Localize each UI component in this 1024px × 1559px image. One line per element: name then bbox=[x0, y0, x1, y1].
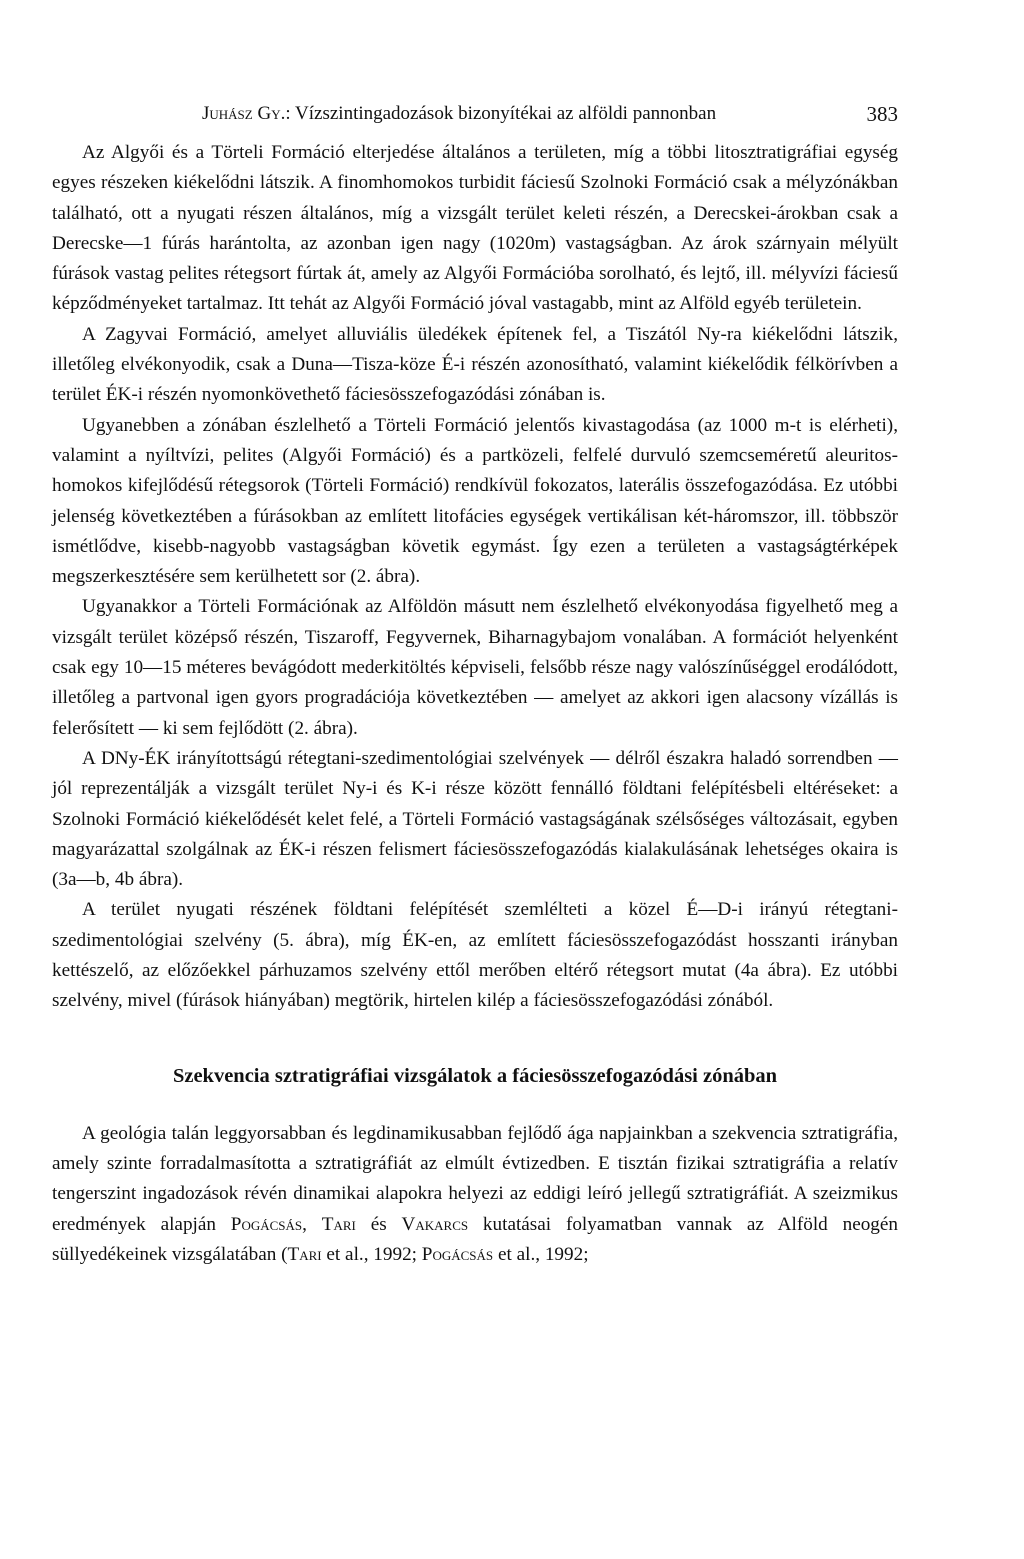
paragraph-4: Ugyanakkor a Törteli Formációnak az Alföldön másutt nem észlelhető elvékonyodása figyelhető meg a vizsgált terület középső részén, Tiszaroff, Fegyvernek, Biharnagybajom vonalában. A formációt helyenként csak egy 10—15 méteres bevágódott mederkitöltés képviseli, felsőbb része nagy valószínűséggel erodálódott, illetőleg a partvonal igen gyors progradációja következtében — amelyet az akkori igen alacsony vízállás is felerősített — ki sem fejlődött (2. ábra). bbox=[52, 596, 898, 739]
paragraph-3: Ugyanebben a zónában észlelhető a Törteli Formáció jelentős kivastagodása (az 1000 m-t is elérheti), valamint a nyíltvízi, pelites (Algyői Formáció) és a partközeli, felfelé durvuló szemcseméretű aleuritos-homokos kifejlődésű rétegsorok (Törteli Formáció) rendkívül fokozatos, laterális összefogazódása. Ez utóbbi jelenség következtében a fúrásokban az említett litofácies egységek vertikálisan két-háromszor, ill. többször ismétlődve, kisebb-nagyobb vastagságban követik egymást. Így ezen a területen a vastagságtérképek megszerkesztésére sem kerülhetett sor (2. ábra). bbox=[52, 414, 898, 588]
author-name: Vakarcs bbox=[401, 1213, 469, 1235]
running-head bbox=[52, 100, 898, 128]
paragraph-7-text-1: A geológia talán leggyorsabban és legdinamikusabban fejlődő ága napjainkban a szekvencia sztratigráfia, amely szinte forradalmasította a sztratigráfiát az elmúlt évtizedben. E tisztán fizikai sztratigráfia a relatív tengerszint ingadozások révén dinamikai alapokra helyezi az eddigi leíró jellegű sztratigráfiát. A szeizmikus eredmények alapján bbox=[52, 1122, 898, 1235]
separator: és bbox=[355, 1213, 402, 1235]
page-number: 383 bbox=[866, 102, 898, 126]
paragraph-6: A terület nyugati részének földtani felépítését szemlélteti a közel É—D-i irányú rétegtani-szedimentológiai szelvény (5. ábra), míg ÉK-en, az említett fáciesösszefogazódást hosszanti irányban kettészelő, az előzőekkel párhuzamos szelvény ettől merőben eltérő rétegsort mutat (4a ábra). Ez utóbbi szelvény, mivel (fúrások hiányában) megtörik, hirtelen kilép a fáciesösszefogazódási zónából. bbox=[52, 899, 898, 1012]
running-head-article-title: : Vízszintingadozások bizonyítékai az alföldi pannonban bbox=[285, 103, 717, 124]
paragraph-5: A DNy-ÉK irányítottságú rétegtani-szedimentológiai szelvények — délről északra haladó sorrendben — jól reprezentálják a vizsgált terület Ny-i és K-i része között fennálló földtani felépítésbeli eltéréseket: a Szolnoki Formáció kiékelődését kelet felé, a Törteli Formáció vastagságának szélsőséges változásait, egyben magyarázattal szolgálnak az ÉK-i részen felismert fáciesösszefogazódás kialakulásának lehetséges okaira is (3a—b, 4b ábra). bbox=[52, 747, 898, 891]
section-heading: Szekvencia sztratigráfiai vizsgálatok a fáciesösszefogazódási zónában bbox=[172, 1064, 778, 1087]
running-head-title bbox=[202, 100, 716, 128]
document-page bbox=[52, 100, 898, 1270]
citation-rest: et al., 1992; bbox=[321, 1243, 422, 1265]
paragraph-7 bbox=[52, 1119, 898, 1270]
paragraph-7-text-2: kutatásai folyamatban vannak az Alföld neogén süllyedékeinek vizsgálatában ( bbox=[52, 1213, 899, 1265]
citation-author: Pogácsás bbox=[421, 1243, 494, 1265]
author-name: Pogácsás bbox=[230, 1213, 303, 1235]
separator: , bbox=[302, 1213, 322, 1235]
paragraph-1: Az Algyői és a Törteli Formáció elterjedése általános a területen, míg a többi litosztratigráfiai egység egyes részeken kiékelődni látszik. A finomhomokos turbidit fáciesű Szolnoki Formáció csak a mélyzónákban található, ott a nyugati részen általános, míg a vizsgált terület keleti részén, a Derecskei-árokban csak a Derecske—1 fúrás harántolta, az azonban igen nagy (1020m) vastagságban. Az árok szárnyain mélyült fúrások vastag pelites rétegsort fúrtak át, amely az Algyői Formációba sorolható, és lejtő, ill. mélyvízi fáciesű képződményeket tartalmaz. Itt tehát az Algyői Formáció jóval vastagabb, mint az Alföld egyéb területein. bbox=[52, 142, 898, 315]
paragraph-2: A Zagyvai Formáció, amelyet alluviális üledékek építenek fel, a Tiszától Ny-ra kiékelődni látszik, illetőleg elvékonyodik, csak a Duna—Tisza-köze É-i részén azonosítható, valamint kiékelődik félkörívben a terület ÉK-i részén nyomonkövethető fáciesösszefogazódási zónában is. bbox=[52, 323, 898, 406]
citation-author: Tari bbox=[287, 1243, 322, 1265]
author-name: Tari bbox=[321, 1213, 356, 1235]
running-head-author: Juhász Gy. bbox=[202, 103, 286, 124]
citation-rest: et al., 1992; bbox=[493, 1243, 589, 1265]
